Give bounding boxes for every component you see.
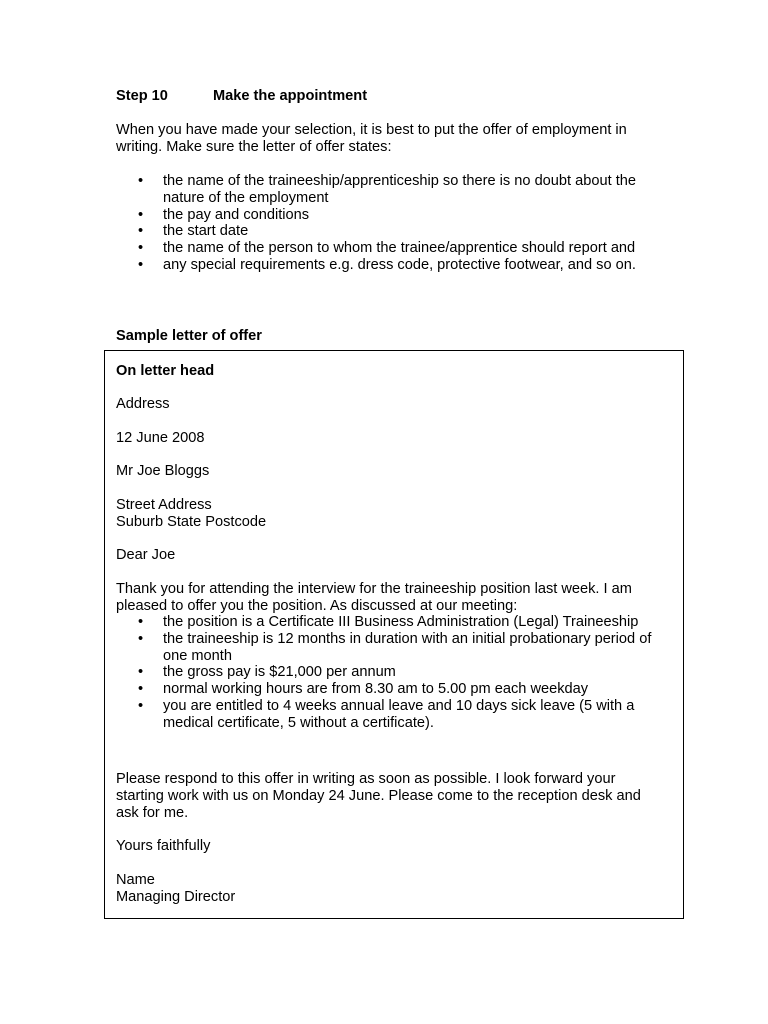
- step-title: Make the appointment: [213, 88, 368, 104]
- signer-title: Managing Director: [116, 888, 236, 905]
- list-item: • normal working hours are from 8.30 am to 5.00 pm each weekday: [116, 681, 656, 698]
- closing-paragraph: Please respond to this offer in writing as soon as possible. I look forward your starting work with us on Monday 24 June. Please come to the reception desk and ask for me.: [116, 771, 641, 821]
- step-number: Step 10: [116, 88, 168, 104]
- signature-block: [116, 872, 671, 906]
- list-item: • the pay and conditions: [116, 207, 656, 224]
- list-item: • the gross pay is $21,000 per annum: [116, 664, 656, 681]
- list-item: • the name of the traineeship/apprenticeship so there is no doubt about the nature of the employment: [116, 173, 656, 207]
- offer-terms-list: [116, 614, 656, 732]
- recipient-address: [116, 497, 671, 531]
- sample-letter-box: [104, 350, 684, 919]
- intro-paragraph: When you have made your selection, it is best to put the offer of employment in writing. Make sure the letter of offer states:: [116, 122, 627, 155]
- letterhead-label: On letter head: [116, 363, 215, 379]
- list-item: • the traineeship is 12 months in duration with an initial probationary period of one month: [116, 631, 656, 665]
- recipient-street: Street Address: [116, 497, 212, 513]
- list-item: • the start date: [116, 223, 656, 240]
- offer-requirements-list: [116, 173, 656, 274]
- letter-date: 12 June 2008: [116, 430, 205, 446]
- sign-off: Yours faithfully: [116, 838, 211, 854]
- list-item: • you are entitled to 4 weeks annual leave and 10 days sick leave (5 with a medical certificate, 5 without a certificate).: [116, 698, 656, 732]
- letter-body-paragraph: Thank you for attending the interview for the traineeship position last week. I am pleased to offer you the position. As discussed at our meeting:: [116, 581, 632, 614]
- list-item: • the name of the person to whom the trainee/apprentice should report and: [116, 240, 656, 257]
- sender-address: Address: [116, 396, 170, 412]
- list-item: • any special requirements e.g. dress code, protective footwear, and so on.: [116, 257, 656, 274]
- signer-name: Name: [116, 872, 155, 888]
- recipient-name: Mr Joe Bloggs: [116, 463, 210, 479]
- step-heading: [116, 88, 368, 105]
- salutation: Dear Joe: [116, 547, 176, 563]
- list-item: • the position is a Certificate III Business Administration (Legal) Traineeship: [116, 614, 656, 631]
- sample-letter-heading: Sample letter of offer: [116, 328, 262, 344]
- recipient-suburb: Suburb State Postcode: [116, 513, 267, 530]
